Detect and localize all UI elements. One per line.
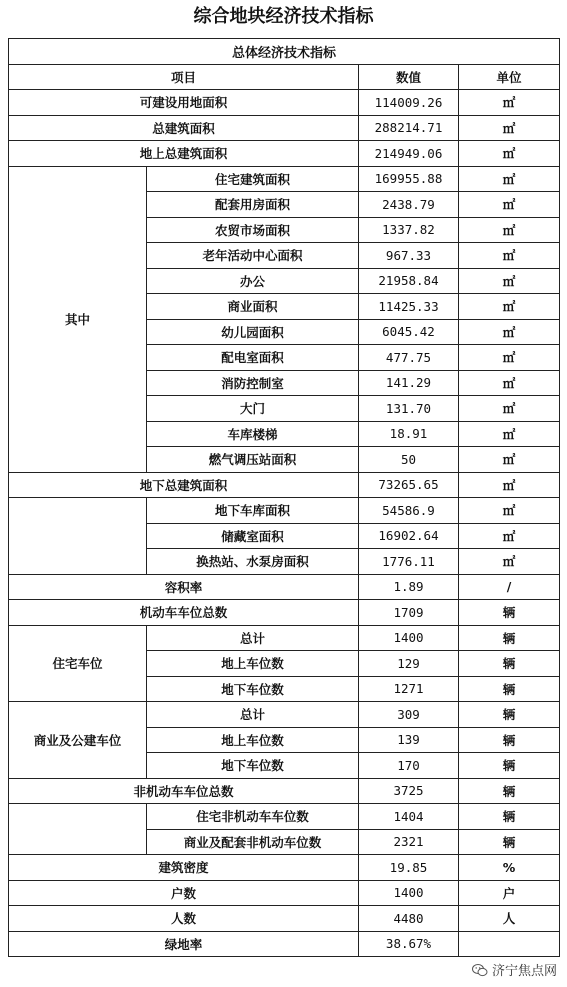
row-unit: ㎡ xyxy=(459,166,560,192)
row-label: 农贸市场面积 xyxy=(147,217,359,243)
row-value: 16902.64 xyxy=(359,523,459,549)
table-row xyxy=(9,702,560,728)
row-value: 1776.11 xyxy=(359,549,459,575)
row-unit: 辆 xyxy=(459,600,560,626)
row-unit: ㎡ xyxy=(459,345,560,371)
row-unit: ㎡ xyxy=(459,447,560,473)
row-unit: ㎡ xyxy=(459,498,560,524)
row-value: 170 xyxy=(359,753,459,779)
row-value: 19.85 xyxy=(359,855,459,881)
row-value: 1.89 xyxy=(359,574,459,600)
row-unit: ㎡ xyxy=(459,192,560,218)
row-value: 1400 xyxy=(359,625,459,651)
row-label: 车库楼梯 xyxy=(147,421,359,447)
table-row xyxy=(9,855,560,881)
row-label: 地上车位数 xyxy=(147,727,359,753)
group-label: 商业及公建车位 xyxy=(9,702,147,779)
row-unit: ㎡ xyxy=(459,421,560,447)
table-row xyxy=(9,625,560,651)
row-label: 机动车车位总数 xyxy=(9,600,359,626)
row-label: 幼儿园面积 xyxy=(147,319,359,345)
row-value: 18.91 xyxy=(359,421,459,447)
row-unit: % xyxy=(459,855,560,881)
page-title: 综合地块经济技术指标 xyxy=(193,6,374,27)
row-unit: ㎡ xyxy=(459,243,560,269)
row-value: 214949.06 xyxy=(359,141,459,167)
row-unit: 辆 xyxy=(459,804,560,830)
watermark xyxy=(468,958,561,981)
header-unit: 单位 xyxy=(459,64,560,90)
row-value: 477.75 xyxy=(359,345,459,371)
row-unit: / xyxy=(459,574,560,600)
row-label: 储藏室面积 xyxy=(147,523,359,549)
row-label: 地上车位数 xyxy=(147,651,359,677)
row-value: 2438.79 xyxy=(359,192,459,218)
row-label: 地下总建筑面积 xyxy=(9,472,359,498)
row-value: 50 xyxy=(359,447,459,473)
row-unit: ㎡ xyxy=(459,319,560,345)
table-row xyxy=(9,498,560,524)
row-label: 商业及配套非机动车位数 xyxy=(147,829,359,855)
group-label xyxy=(9,498,147,575)
row-label: 总计 xyxy=(147,625,359,651)
row-value: 169955.88 xyxy=(359,166,459,192)
table-caption: 总体经济技术指标 xyxy=(9,39,560,65)
row-unit: 辆 xyxy=(459,778,560,804)
row-label: 人数 xyxy=(9,906,359,932)
watermark-text: 济宁焦点网 xyxy=(491,964,557,979)
table-row xyxy=(9,115,560,141)
row-label: 配套用房面积 xyxy=(147,192,359,218)
row-label: 可建设用地面积 xyxy=(9,90,359,116)
row-value: 141.29 xyxy=(359,370,459,396)
wechat-icon xyxy=(472,963,488,977)
row-label: 地下车位数 xyxy=(147,676,359,702)
row-label: 建筑密度 xyxy=(9,855,359,881)
row-unit: ㎡ xyxy=(459,294,560,320)
row-unit: ㎡ xyxy=(459,115,560,141)
row-value: 1271 xyxy=(359,676,459,702)
row-unit: ㎡ xyxy=(459,217,560,243)
group-label: 住宅车位 xyxy=(9,625,147,702)
row-unit: 辆 xyxy=(459,702,560,728)
row-unit: 户 xyxy=(459,880,560,906)
row-label: 地上总建筑面积 xyxy=(9,141,359,167)
row-label: 大门 xyxy=(147,396,359,422)
row-unit: 人 xyxy=(459,906,560,932)
row-unit: ㎡ xyxy=(459,549,560,575)
table-row xyxy=(9,778,560,804)
table-row xyxy=(9,574,560,600)
row-label: 总计 xyxy=(147,702,359,728)
row-label: 总建筑面积 xyxy=(9,115,359,141)
table-row xyxy=(9,166,560,192)
row-value: 967.33 xyxy=(359,243,459,269)
row-label: 容积率 xyxy=(9,574,359,600)
row-value: 288214.71 xyxy=(359,115,459,141)
row-value: 1709 xyxy=(359,600,459,626)
row-label: 燃气调压站面积 xyxy=(147,447,359,473)
row-label: 换热站、水泵房面积 xyxy=(147,549,359,575)
row-value: 309 xyxy=(359,702,459,728)
caption-row xyxy=(9,39,560,65)
row-value: 21958.84 xyxy=(359,268,459,294)
table-row xyxy=(9,600,560,626)
row-unit: ㎡ xyxy=(459,141,560,167)
row-unit: 辆 xyxy=(459,651,560,677)
row-value: 139 xyxy=(359,727,459,753)
row-unit: ㎡ xyxy=(459,90,560,116)
row-unit: 辆 xyxy=(459,753,560,779)
header-item: 项目 xyxy=(9,64,359,90)
row-value: 2321 xyxy=(359,829,459,855)
row-unit xyxy=(459,931,560,957)
row-label: 配电室面积 xyxy=(147,345,359,371)
row-unit: 辆 xyxy=(459,676,560,702)
row-value: 73265.65 xyxy=(359,472,459,498)
row-value: 129 xyxy=(359,651,459,677)
row-value: 131.70 xyxy=(359,396,459,422)
row-unit: ㎡ xyxy=(459,268,560,294)
row-value: 4480 xyxy=(359,906,459,932)
row-label: 地下车位数 xyxy=(147,753,359,779)
row-value: 38.67% xyxy=(359,931,459,957)
row-label: 老年活动中心面积 xyxy=(147,243,359,269)
header-value: 数值 xyxy=(359,64,459,90)
row-label: 办公 xyxy=(147,268,359,294)
table-row xyxy=(9,931,560,957)
table-row xyxy=(9,141,560,167)
row-value: 54586.9 xyxy=(359,498,459,524)
row-value: 1404 xyxy=(359,804,459,830)
row-value: 1400 xyxy=(359,880,459,906)
group-label: 其中 xyxy=(9,166,147,472)
row-unit: 辆 xyxy=(459,625,560,651)
row-label: 住宅建筑面积 xyxy=(147,166,359,192)
row-value: 114009.26 xyxy=(359,90,459,116)
table-row xyxy=(9,90,560,116)
row-value: 3725 xyxy=(359,778,459,804)
row-unit: 辆 xyxy=(459,727,560,753)
row-label: 商业面积 xyxy=(147,294,359,320)
table-row xyxy=(9,880,560,906)
row-label: 住宅非机动车车位数 xyxy=(147,804,359,830)
row-value: 1337.82 xyxy=(359,217,459,243)
indicator-table xyxy=(8,38,560,957)
row-label: 户数 xyxy=(9,880,359,906)
row-label: 绿地率 xyxy=(9,931,359,957)
table-row xyxy=(9,472,560,498)
row-label: 非机动车车位总数 xyxy=(9,778,359,804)
group-label xyxy=(9,804,147,855)
row-label: 地下车库面积 xyxy=(147,498,359,524)
row-unit: ㎡ xyxy=(459,370,560,396)
header-row xyxy=(9,64,560,90)
row-unit: ㎡ xyxy=(459,396,560,422)
row-unit: ㎡ xyxy=(459,523,560,549)
row-value: 6045.42 xyxy=(359,319,459,345)
table-row xyxy=(9,804,560,830)
row-unit: ㎡ xyxy=(459,472,560,498)
row-value: 11425.33 xyxy=(359,294,459,320)
table-row xyxy=(9,906,560,932)
row-label: 消防控制室 xyxy=(147,370,359,396)
row-unit: 辆 xyxy=(459,829,560,855)
